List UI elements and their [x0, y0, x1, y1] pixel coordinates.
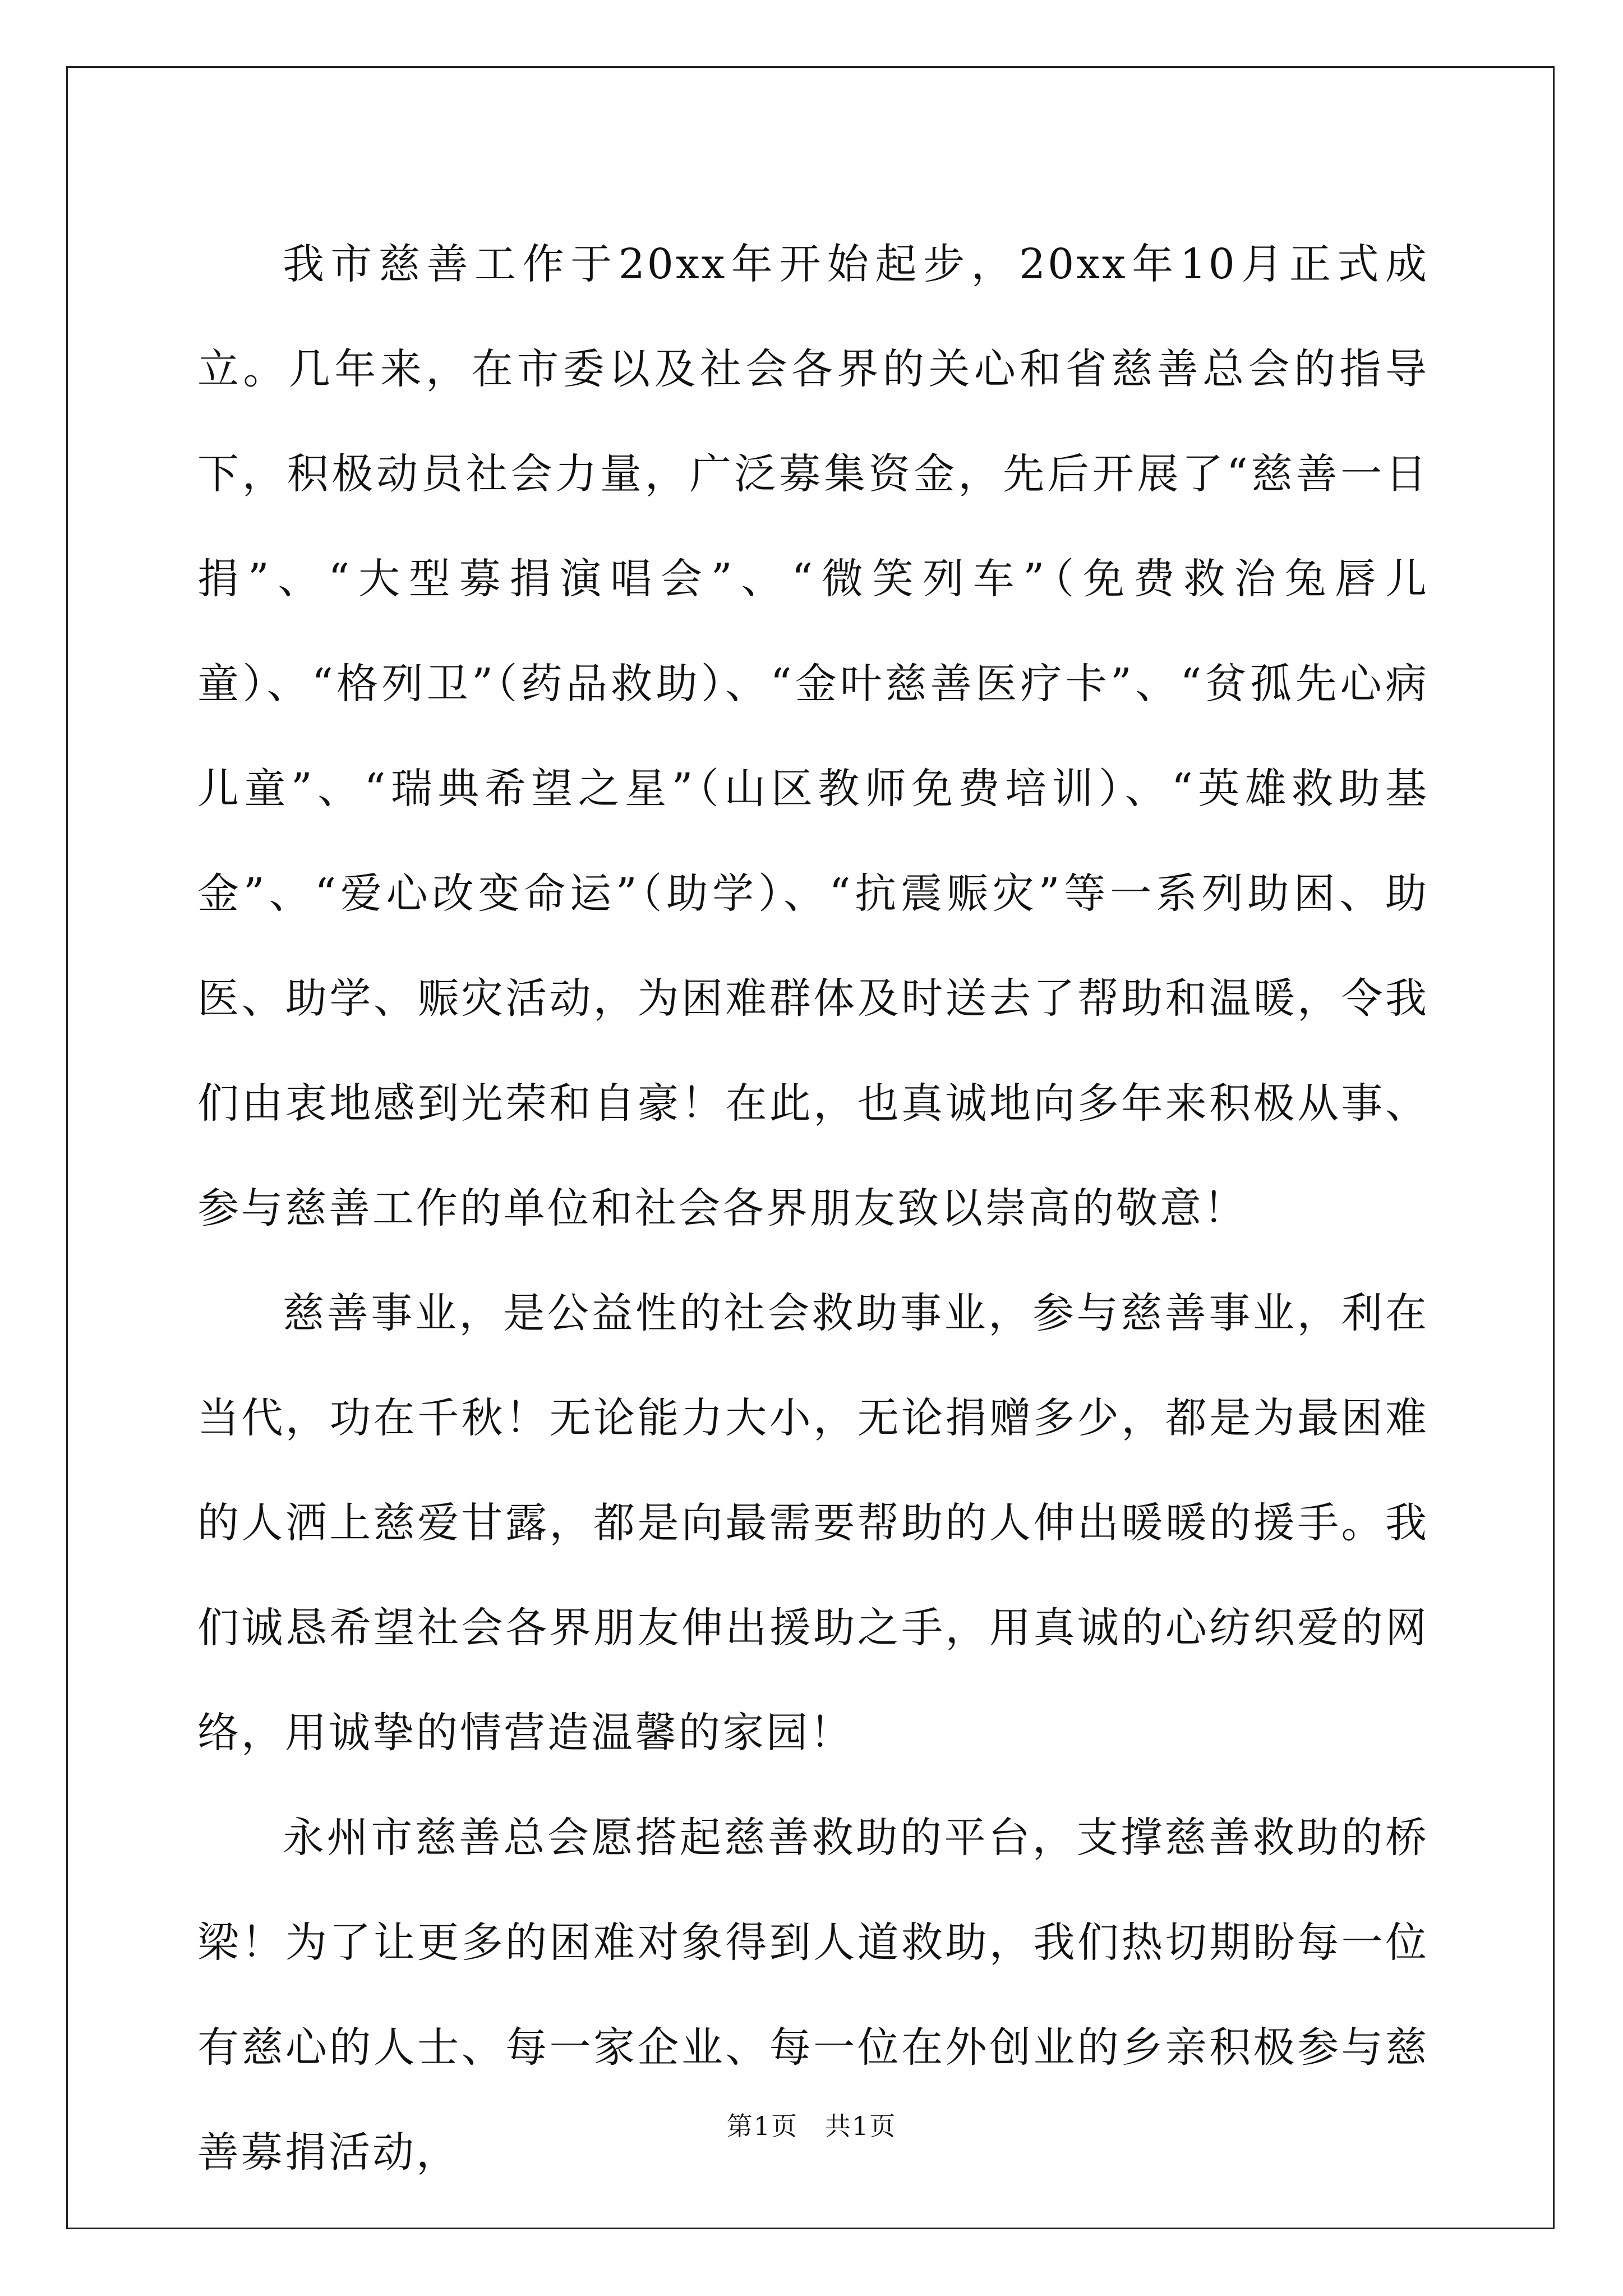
document-body: [197, 212, 1429, 2205]
paragraph-1: 我市慈善工作于20xx年开始起步，20xx年10月正式成立。几年来，在市委以及社会各界的关心和省慈善总会的指导下，积极动员社会力量，广泛募集资金，先后开展了“慈善一日捐”、“大型募捐演唱会”、“微笑列车”（免费救治兔唇儿童）、“格列卫”（药品救助）、“金叶慈善医疗卡”、“贫孤先心病儿童”、“瑞典希望之星”（山区教师免费培训）、“英雄救助基金”、“爱心改变命运”（助学）、“抗震赈灾”等一系列助困、助医、助学、赈灾活动，为困难群体及时送去了帮助和温暖，令我们由衷地感到光荣和自豪！在此，也真诚地向多年来积极从事、参与慈善工作的单位和社会各界朋友致以崇高的敬意！: [197, 240, 1429, 1232]
paragraph-3: 永州市慈善总会愿搭起慈善救助的平台，支撑慈善救助的桥梁！为了让更多的困难对象得到人道救助，我们热切期盼每一位有慈心的人士、每一家企业、每一位在外创业的乡亲积极参与慈善募捐活动，: [197, 1814, 1429, 2177]
page-number-footer: 第1页 共1页: [726, 2111, 897, 2141]
paragraph-2: 慈善事业，是公益性的社会救助事业，参与慈善事业，利在当代，功在千秋！无论能力大小，无论捐赠多少，都是为最困难的人洒上慈爱甘露，都是向最需要帮助的人伸出暖暖的援手。我们诚恳希望社会各界朋友伸出援助之手，用真诚的心纺织爱的网络，用诚挚的情营造温馨的家园！: [197, 1289, 1429, 1757]
